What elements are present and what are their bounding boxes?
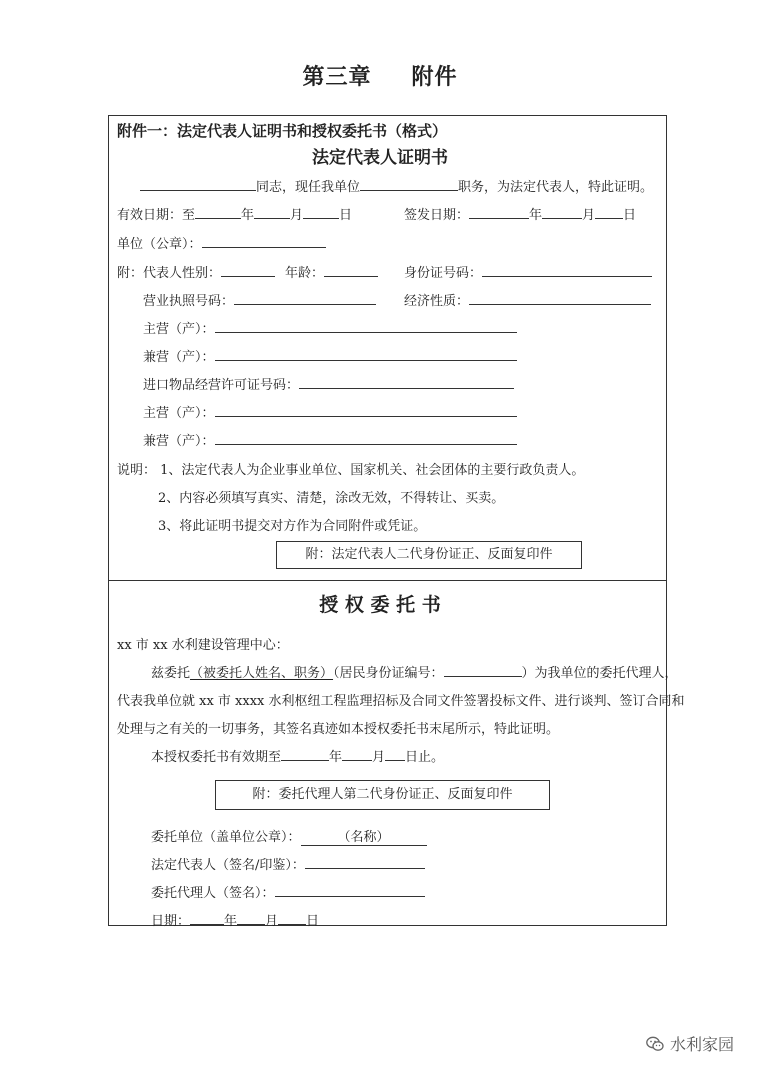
authorization-title: 授 权 委 托 书 [319, 594, 441, 616]
issue-year-field[interactable] [469, 206, 529, 219]
valid-day-field[interactable] [303, 206, 339, 219]
id-row: 身份证号码： [404, 262, 652, 281]
import-license-field[interactable] [299, 376, 514, 389]
entrusted-id-field[interactable] [444, 664, 522, 677]
watermark [646, 1032, 734, 1055]
attach-note-box-2: 附：委托代理人第二代身份证正、反面复印件 [215, 780, 550, 810]
econ-row: 经济性质： [404, 290, 651, 309]
side-biz-row: 兼营（产）： [143, 346, 517, 365]
econ-nature-field[interactable] [469, 292, 651, 305]
validity-month-field[interactable] [342, 748, 372, 761]
entrusted-person-field[interactable]: （被委托人姓名、职务） [190, 666, 334, 681]
authorization-para-3: 处理与之有关的一切事务，其签名真迹如本授权委托书末尾所示，特此证明。 [117, 722, 560, 737]
unit-row: 单位（公章）： [117, 233, 326, 252]
gender-field[interactable] [221, 264, 275, 277]
issue-day-field[interactable] [595, 206, 623, 219]
age-field[interactable] [324, 264, 378, 277]
validity-year-field[interactable] [281, 748, 329, 761]
main-biz-field[interactable] [215, 320, 517, 333]
issue-month-field[interactable] [542, 206, 582, 219]
attachment-heading: 附件一：法定代表人证明书和授权委托书（格式） [117, 122, 448, 140]
legal-rep-signature-field[interactable] [305, 856, 425, 869]
attach-note-box-1: 附：法定代表人二代身份证正、反面复印件 [276, 541, 582, 569]
valid-year-field[interactable] [195, 206, 241, 219]
authorization-para-2: 代表我单位就 xx 市 xxxx 水利枢纽工程监理招标及合同文件签署投标文件、进行谈判、签订合同和 [117, 694, 685, 709]
date-row: 日期： 年 月 日 [151, 914, 320, 929]
side-biz-row-2: 兼营（产）： [143, 430, 517, 449]
main-biz-field-2[interactable] [215, 404, 517, 417]
name-field[interactable] [140, 178, 256, 191]
chapter-name: 附件 [411, 64, 458, 90]
note-1: 说明： 1、法定代表人为企业事业单位、国家机关、社会团体的主要行政负责人。 [117, 463, 585, 478]
date-day-field[interactable] [278, 912, 306, 925]
issue-date-row: 签发日期： 年 月 日 [404, 208, 637, 223]
date-month-field[interactable] [237, 912, 265, 925]
license-row: 营业执照号码： [143, 290, 376, 309]
agent-row: 委托代理人（签名）： [151, 882, 425, 901]
side-biz-field-2[interactable] [215, 432, 517, 445]
main-biz-row-2: 主营（产）： [143, 402, 517, 421]
license-field[interactable] [234, 292, 376, 305]
unit-seal-field[interactable] [202, 235, 326, 248]
intro-line: 同志，现任我单位 职务，为法定代表人，特此证明。 [140, 176, 653, 195]
validity-line: 本授权委托书有效期至 年 月 日止。 [151, 750, 445, 765]
wechat-icon [646, 1036, 664, 1052]
gender-age-row: 附：代表人性别： 年龄： [117, 262, 378, 281]
side-biz-field[interactable] [215, 348, 517, 361]
addressee: xx 市 xx 水利建设管理中心： [117, 638, 289, 653]
legal-rep-row: 法定代表人（签名/印鉴）： [151, 854, 425, 873]
position-field[interactable] [360, 178, 458, 191]
validity-day-field[interactable] [385, 748, 405, 761]
id-number-field[interactable] [482, 264, 652, 277]
note-2: 2、内容必须填写真实、清楚，涂改无效，不得转让、买卖。 [158, 491, 505, 506]
certificate-title: 法定代表人证明书 [312, 148, 448, 168]
chapter-number: 第三章 [302, 64, 372, 90]
main-biz-row: 主营（产）： [143, 318, 517, 337]
watermark-text: 水利家园 [669, 1035, 734, 1054]
agent-signature-field[interactable] [275, 884, 425, 897]
section-divider [108, 580, 667, 581]
chapter-title [0, 60, 760, 91]
valid-date-row: 有效日期：至 年 月 日 [117, 208, 353, 223]
date-year-field[interactable] [190, 912, 224, 925]
import-license-row: 进口物品经营许可证号码： [143, 374, 514, 393]
valid-month-field[interactable] [254, 206, 290, 219]
entrust-unit-field[interactable]: （名称） [301, 826, 427, 846]
authorization-para-1: 兹委托（被委托人姓名、职务）（居民身份证编号： ）为我单位的委托代理人， [151, 666, 678, 681]
entrust-unit-row: 委托单位（盖单位公章）： （名称） [151, 826, 427, 846]
note-3: 3、将此证明书提交对方作为合同附件或凭证。 [158, 519, 427, 534]
